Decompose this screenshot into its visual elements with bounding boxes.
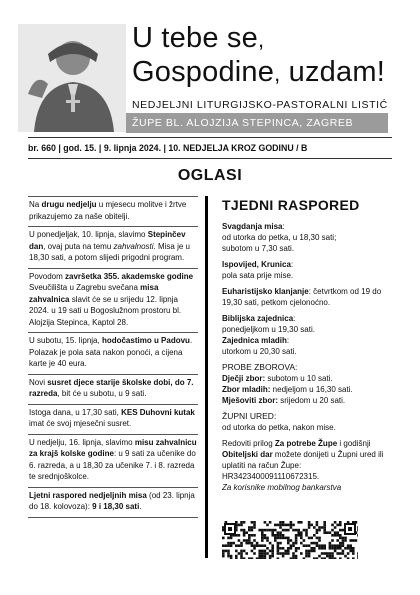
announcement-item: Istoga dana, u 17,30 sati, KES Duhovni kutak imat će svoj mjesečni susret. [28,405,198,435]
portrait-image [18,24,126,132]
announcement-item: U ponedjeljak, 10. lipnja, slavimo Stepinčev dan, ovaj puta na temu zahvalnosti. Misa je u 18,30 sati, a potom slijedi prigodni program. [28,227,198,269]
announcements-list [28,196,198,518]
schedule-block: ŽUPNI URED: od utorka do petka, nakon mise. [222,411,336,432]
masthead [0,0,420,135]
announcement-item: U nedjelju, 16. lipnja, slavimo misu zahvalnicu za krajš kolske godine: u 9 sati za učenike do 6. razreda, a u 18,30 za učenike 7. i 8. razreda te srednjoškolce. [28,435,198,488]
schedule-block: Ispovijed, Krunica: pola sata prije mise. [222,260,294,280]
schedule-block: Svagdanja misa: od utorka do petka, u 18,30 sati; subotom u 7,30 sati. [222,222,337,253]
parish-name: ŽUPE BL. ALOJZIJA STEPINCA, ZAGREB [132,117,354,129]
qr-code [222,521,358,559]
weekly-schedule [222,197,392,498]
column-divider [205,196,208,558]
announcement-item: Povodom završetka 355. akademske godine Sveučilišta u Zagrebu svečana misa zahvalnica slavit će se u srijedu 12. lipnja 2024. u 19 sati u Bogoslužnom prostoru bl. Alojzija Stepinca, Kaptol 28. [28,269,198,334]
schedule-block: Euharistijsko klanjanje: četvrtkom od 19 do 19,30 sati, petkom cjelonoćno. [222,287,382,307]
announcement-item: Novi susret djece starije školske dobi, do 7. razreda, bit će u subotu, u 9 sati. [28,375,198,405]
section-title-oglasi: OGLASI [177,167,243,184]
announcement-item: Na drugu nedjelju u mjesecu molitve i žrtve prikazujemo za naše obitelji. [28,196,198,227]
masthead-title-line-2: Gospodine, uzdam! [132,56,385,88]
issue-line: br. 660 | god. 15. | 9. lipnja 2024. | 10. NEDJELJA KROZ GODINU / B [28,137,392,159]
schedule-block: Biblijska zajednica: ponedjeljkom u 19,30 sati. Zajednica mladih: utorkom u 20,30 sati. [222,314,315,356]
section-title-raspored: TJEDNI RASPORED [222,197,360,213]
schedule-block: PROBE ZBOROVA: Dječji zbor: subotom u 10 sati. Zbor mladih: nedjeljom u 16,30 sati. Mješoviti zbor: srijedom u 20 sati. [222,362,353,405]
announcement-item: U subotu, 15. lipnja, hodočastimo u Padovu. Polazak je pola sata nakon ponoći, a cijena karte je 40 eura. [28,333,198,375]
masthead-title-line-1: U tebe se, [132,22,265,54]
schedule-block: Redoviti prilog Za potrebe Župe i godišnji Obiteljski dar možete donijeti u Župni ured ili uplatiti na račun Župe: HR3423400091110672315. Za korisnike mobilnog bankarstva [222,439,384,492]
masthead-subtitle: NEDJELJNI LITURGIJSKO-PASTORALNI LISTIĆ [132,99,388,111]
announcement-item: Ljetni raspored nedjeljnih misa (od 23. lipnja do 18. kolovoza): 9 i 18,30 sati. [28,488,198,518]
